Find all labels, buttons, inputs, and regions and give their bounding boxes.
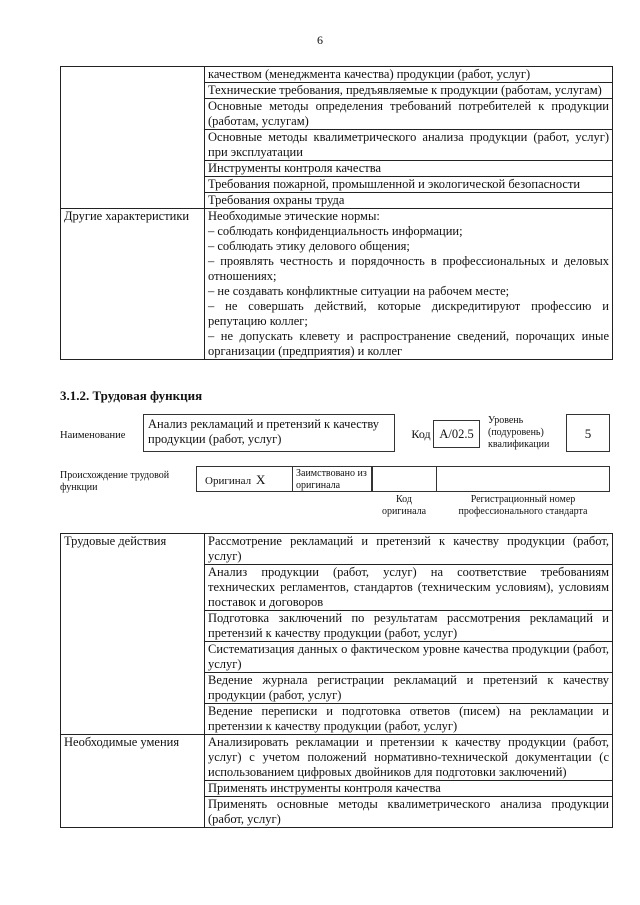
table-cell-text: Инструменты контроля качества bbox=[205, 161, 613, 177]
ethics-line: – не допускать клевету и распространение сведений, порочащих иные организации (предприятия) и коллег bbox=[208, 329, 609, 358]
table-cell-text: Основные методы квалиметрического анализа продукции (работ, услуг) при эксплуатации bbox=[205, 130, 613, 161]
ethics-line: – проявлять честность и порядочность в профессиональных и деловых отношениях; bbox=[208, 254, 609, 283]
regnum-caption: Регистрационный номер профессионального стандарта bbox=[458, 494, 588, 517]
borrowed-label: Заимствовано из оригинала bbox=[296, 468, 367, 491]
ethics-list bbox=[205, 209, 613, 360]
original-mark: X bbox=[256, 472, 266, 487]
ethics-line: – не совершать действий, которые дискредитируют профессию и репутацию коллег; bbox=[208, 299, 609, 328]
table-cell-text: Рассмотрение рекламаций и претензий к качеству продукции (работ, услуг) bbox=[205, 534, 613, 565]
name-label: Наименование bbox=[60, 430, 126, 441]
table-cell-text: Ведение журнала регистрации рекламаций и претензий к качеству продукции (работ, услуг) bbox=[205, 673, 613, 704]
table-cell-text: Требования охраны труда bbox=[205, 193, 613, 209]
page-number: 6 bbox=[317, 33, 323, 47]
table-cell-text: Подготовка заключений по результатам рассмотрения рекламаций и претензий к качеству продукции (работ, услуг) bbox=[205, 611, 613, 642]
ethics-line: – соблюдать конфиденциальность информации; bbox=[208, 224, 463, 238]
section-title: 3.1.2. Трудовая функция bbox=[60, 388, 203, 403]
table-cell-blank bbox=[61, 67, 205, 209]
ethics-line: Необходимые этические нормы: bbox=[208, 209, 380, 223]
characteristics-table bbox=[60, 66, 613, 360]
ethics-line: – соблюдать этику делового общения; bbox=[208, 239, 410, 253]
origin-label: Происхождение трудовой функции bbox=[60, 470, 170, 493]
table-cell-text: Применять основные методы квалиметрического анализа продукции (работ, услуг) bbox=[205, 797, 613, 828]
name-value: Анализ рекламаций и претензий к качеству продукции (работ, услуг) bbox=[143, 414, 395, 452]
original-label: Оригинал bbox=[205, 475, 252, 487]
code-value: A/02.5 bbox=[433, 420, 480, 448]
code-cell bbox=[372, 466, 437, 492]
code-original-caption: Код оригинала bbox=[381, 494, 427, 517]
table-row bbox=[61, 735, 613, 781]
table-cell-text: Ведение переписки и подготовка ответов (писем) на рекламации и претензии к качеству продукции (работ, услуг) bbox=[205, 704, 613, 735]
table-row bbox=[61, 534, 613, 565]
table-cell-text: Требования пожарной, промышленной и экологической безопасности bbox=[205, 177, 613, 193]
table-cell-text: Технические требования, предъявляемые к продукции (работам, услугам) bbox=[205, 83, 613, 99]
table-cell-text: Применять инструменты контроля качества bbox=[205, 781, 613, 797]
ethics-line: – не создавать конфликтные ситуации на рабочем месте; bbox=[208, 284, 510, 298]
table-cell-text: Анализ продукции (работ, услуг) на соответствие требованиям технических регламентов, стандартов (техническим условиям), условиям поставок и договоров bbox=[205, 565, 613, 611]
labor-function-table bbox=[60, 533, 613, 828]
table-row bbox=[61, 209, 613, 360]
row-label: Другие характеристики bbox=[61, 209, 205, 360]
code-label: Код bbox=[411, 427, 431, 441]
group-label: Трудовые действия bbox=[61, 534, 205, 735]
group-label: Необходимые умения bbox=[61, 735, 205, 828]
level-label: Уровень (подуровень) квалификации bbox=[488, 415, 550, 450]
table-row bbox=[61, 67, 613, 83]
level-value: 5 bbox=[566, 414, 610, 452]
table-cell-text: Систематизация данных о фактическом уровне качества продукции (работ, услуг) bbox=[205, 642, 613, 673]
table-cell-text: Основные методы определения требований потребителей к продукции (работам, услугам) bbox=[205, 99, 613, 130]
table-cell-text: качеством (менеджмента качества) продукции (работ, услуг) bbox=[205, 67, 613, 83]
table-cell-text: Анализировать рекламации и претензии к качеству продукции (работ, услуг) с учетом положений нормативно-технической документации (с использованием цифровых двойников для подготовки заключений) bbox=[205, 735, 613, 781]
